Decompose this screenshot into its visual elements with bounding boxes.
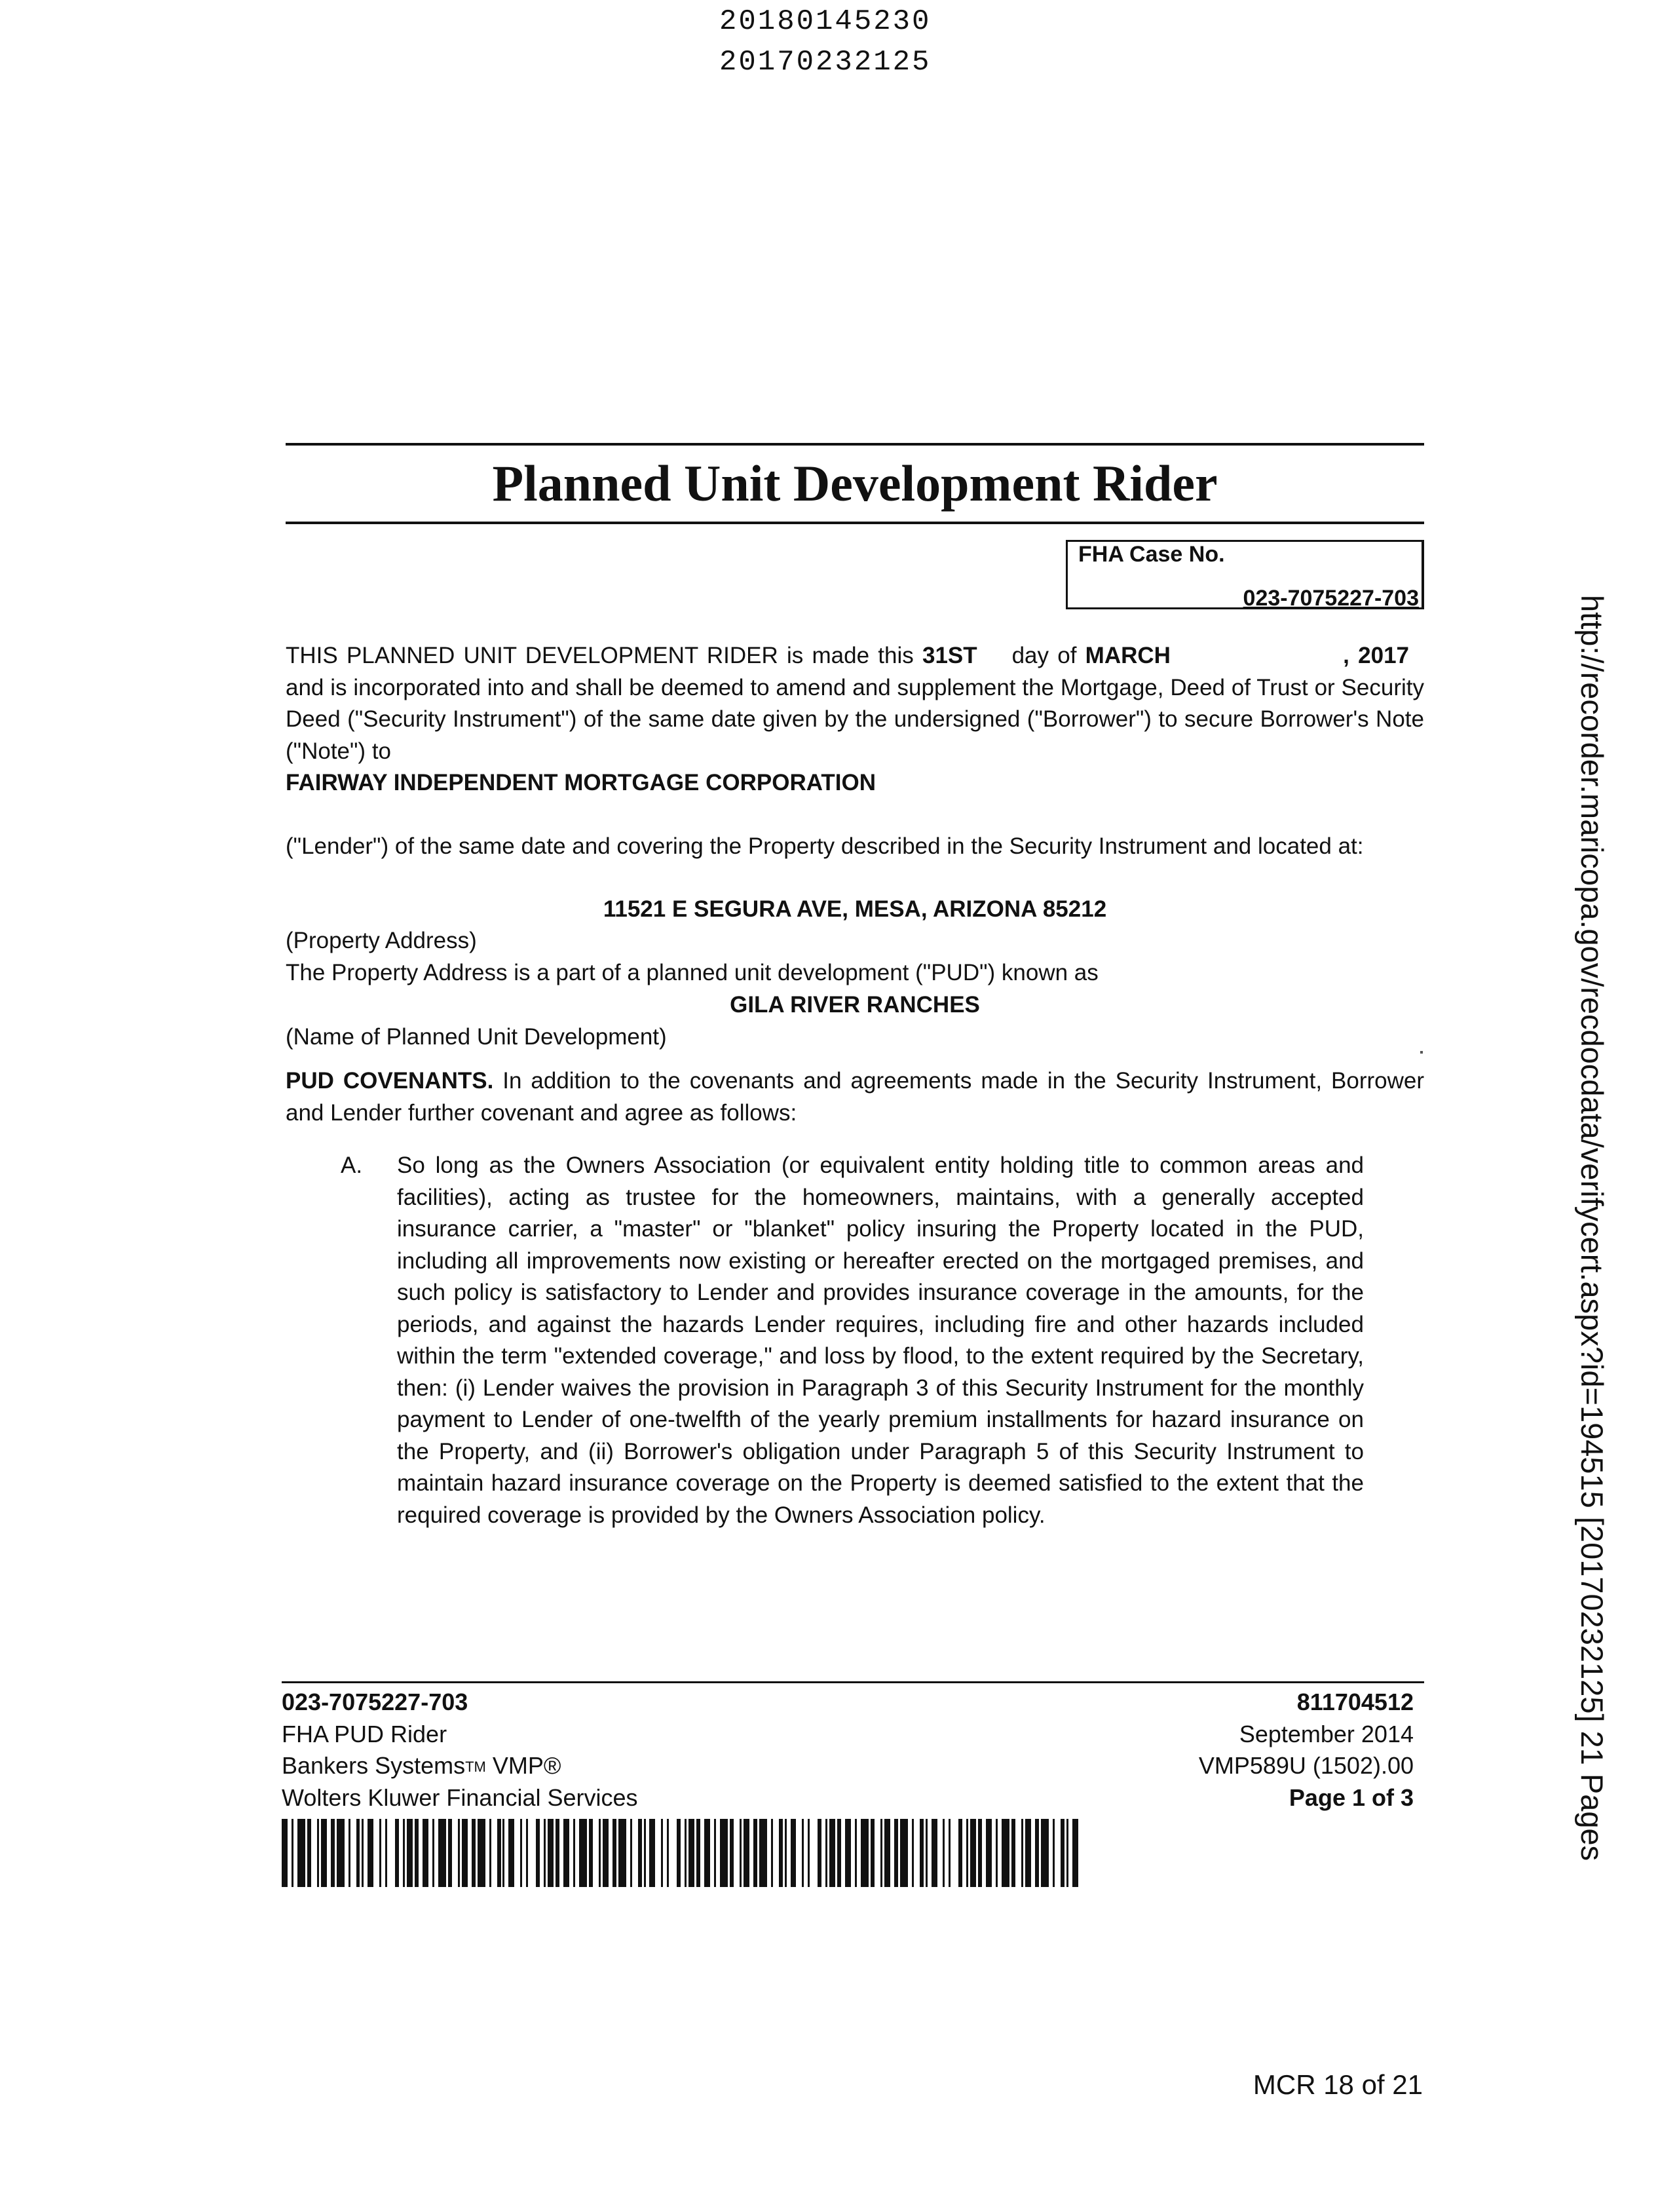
trademark-mark: TM: [465, 1759, 486, 1775]
pud-sentence: The Property Address is a part of a planned unit development ("PUD") known as: [286, 960, 1099, 985]
item-a-text: So long as the Owners Association (or equivalent entity holding title to common areas and facilities), acting as trustee for the homeowners, maintains, with a generally accepted insurance carrier, a "master" or "blanket" policy insuring the Property located in the PUD, including all improvements now existing or hereafter erected on the mortgaged premises, and such policy is satisfactory to Lender and provides insurance coverage in the amounts, for the periods, and against the hazards Lender requires, including fire and other hazards included within the term "extended coverage," and loss by flood, to the extent required by the Secretary, then: (i) Lender waives the provision in Paragraph 3 of this Security Instrument for the monthly payment to Lender of one-twelfth of the yearly premium installments for hazard insurance on the Property, and (ii) Borrower's obligation under Paragraph 5 of this Security Instrument to maintain hazard insurance coverage on the Property is deemed satisfied to the extent that the required coverage is provided by the Owners Association policy.: [397, 1153, 1364, 1528]
footer-case-number: 023-7075227-703: [282, 1688, 468, 1715]
intro-year: 2017: [1358, 643, 1410, 668]
recording-number-1: 20180145230: [719, 5, 932, 38]
pud-name-label: (Name of Planned Unit Development): [286, 1024, 667, 1050]
page-counter: MCR 18 of 21: [1253, 2069, 1423, 2100]
intro-paragraph: [286, 640, 1424, 799]
item-a-label: A.: [341, 1153, 363, 1178]
barcode: [282, 1819, 1078, 1887]
footer-page-number: Page 1 of 3: [1289, 1783, 1414, 1811]
intro-day: 31ST: [922, 643, 977, 668]
pud-covenants-heading: PUD COVENANTS.: [286, 1068, 494, 1094]
lender-paragraph: ("Lender") of the same date and covering the Property described in the Security Instrument and located at:: [286, 833, 1364, 859]
fha-case-number: 023-7075227-703: [1243, 586, 1419, 611]
side-verification-stamp: http://recorder.maricopa.gov/recdocdata/verifycert.aspx?id=194515 [20170232125] 21 Pages: [1575, 595, 1610, 1861]
pud-covenants-text: In addition to the covenants and agreements made in the Security Instrument, Borrower and Lender further covenant and agree as follows:: [286, 1068, 1424, 1126]
title-top-rule: [286, 443, 1424, 446]
footer-company: Wolters Kluwer Financial Services: [282, 1783, 638, 1811]
scan-speck: [1420, 1051, 1423, 1054]
recording-numbers: [719, 1, 931, 83]
document-title: Planned Unit Development Rider: [492, 455, 1218, 512]
recording-number-2: 20170232125: [719, 46, 932, 79]
footer-form-date: September 2014: [1239, 1720, 1414, 1747]
footer-left: [282, 1687, 638, 1814]
footer-form-name: FHA PUD Rider: [282, 1720, 447, 1747]
pud-covenants-paragraph: [286, 1065, 1424, 1129]
title-bottom-rule: [286, 522, 1424, 524]
property-address: 11521 E SEGURA AVE, MESA, ARIZONA 85212: [603, 896, 1107, 922]
footer-publisher: [282, 1750, 638, 1782]
intro-month: MARCH: [1085, 643, 1171, 668]
footer-publisher-prefix: Bankers Systems: [282, 1752, 466, 1779]
footer-right: [1199, 1687, 1414, 1814]
footer-form-code: VMP589U (1502).00: [1198, 1752, 1414, 1779]
intro-text-1: THIS PLANNED UNIT DEVELOPMENT RIDER is made this: [286, 643, 914, 668]
intro-text-3: and is incorporated into and shall be deemed to amend and supplement the Mortgage, Deed of Trust or Security Deed ("Security Instrument") of the same date given by the undersigned ("Borrower") to secure Borrower's Note ("Note") to: [286, 674, 1424, 764]
property-address-label: (Property Address): [286, 928, 477, 953]
lender-name: FAIRWAY INDEPENDENT MORTGAGE CORPORATION: [286, 770, 876, 795]
footer-publisher-suffix: VMP®: [492, 1752, 561, 1779]
pud-name: GILA RIVER RANCHES: [730, 992, 980, 1018]
footer-rule: [282, 1681, 1424, 1683]
footer-loan-number: 811704512: [1296, 1688, 1414, 1715]
intro-text-2: day of: [1011, 643, 1077, 668]
fha-case-box: [1066, 540, 1424, 609]
intro-comma: ,: [1343, 643, 1349, 668]
fha-case-label: FHA Case No.: [1078, 542, 1225, 567]
